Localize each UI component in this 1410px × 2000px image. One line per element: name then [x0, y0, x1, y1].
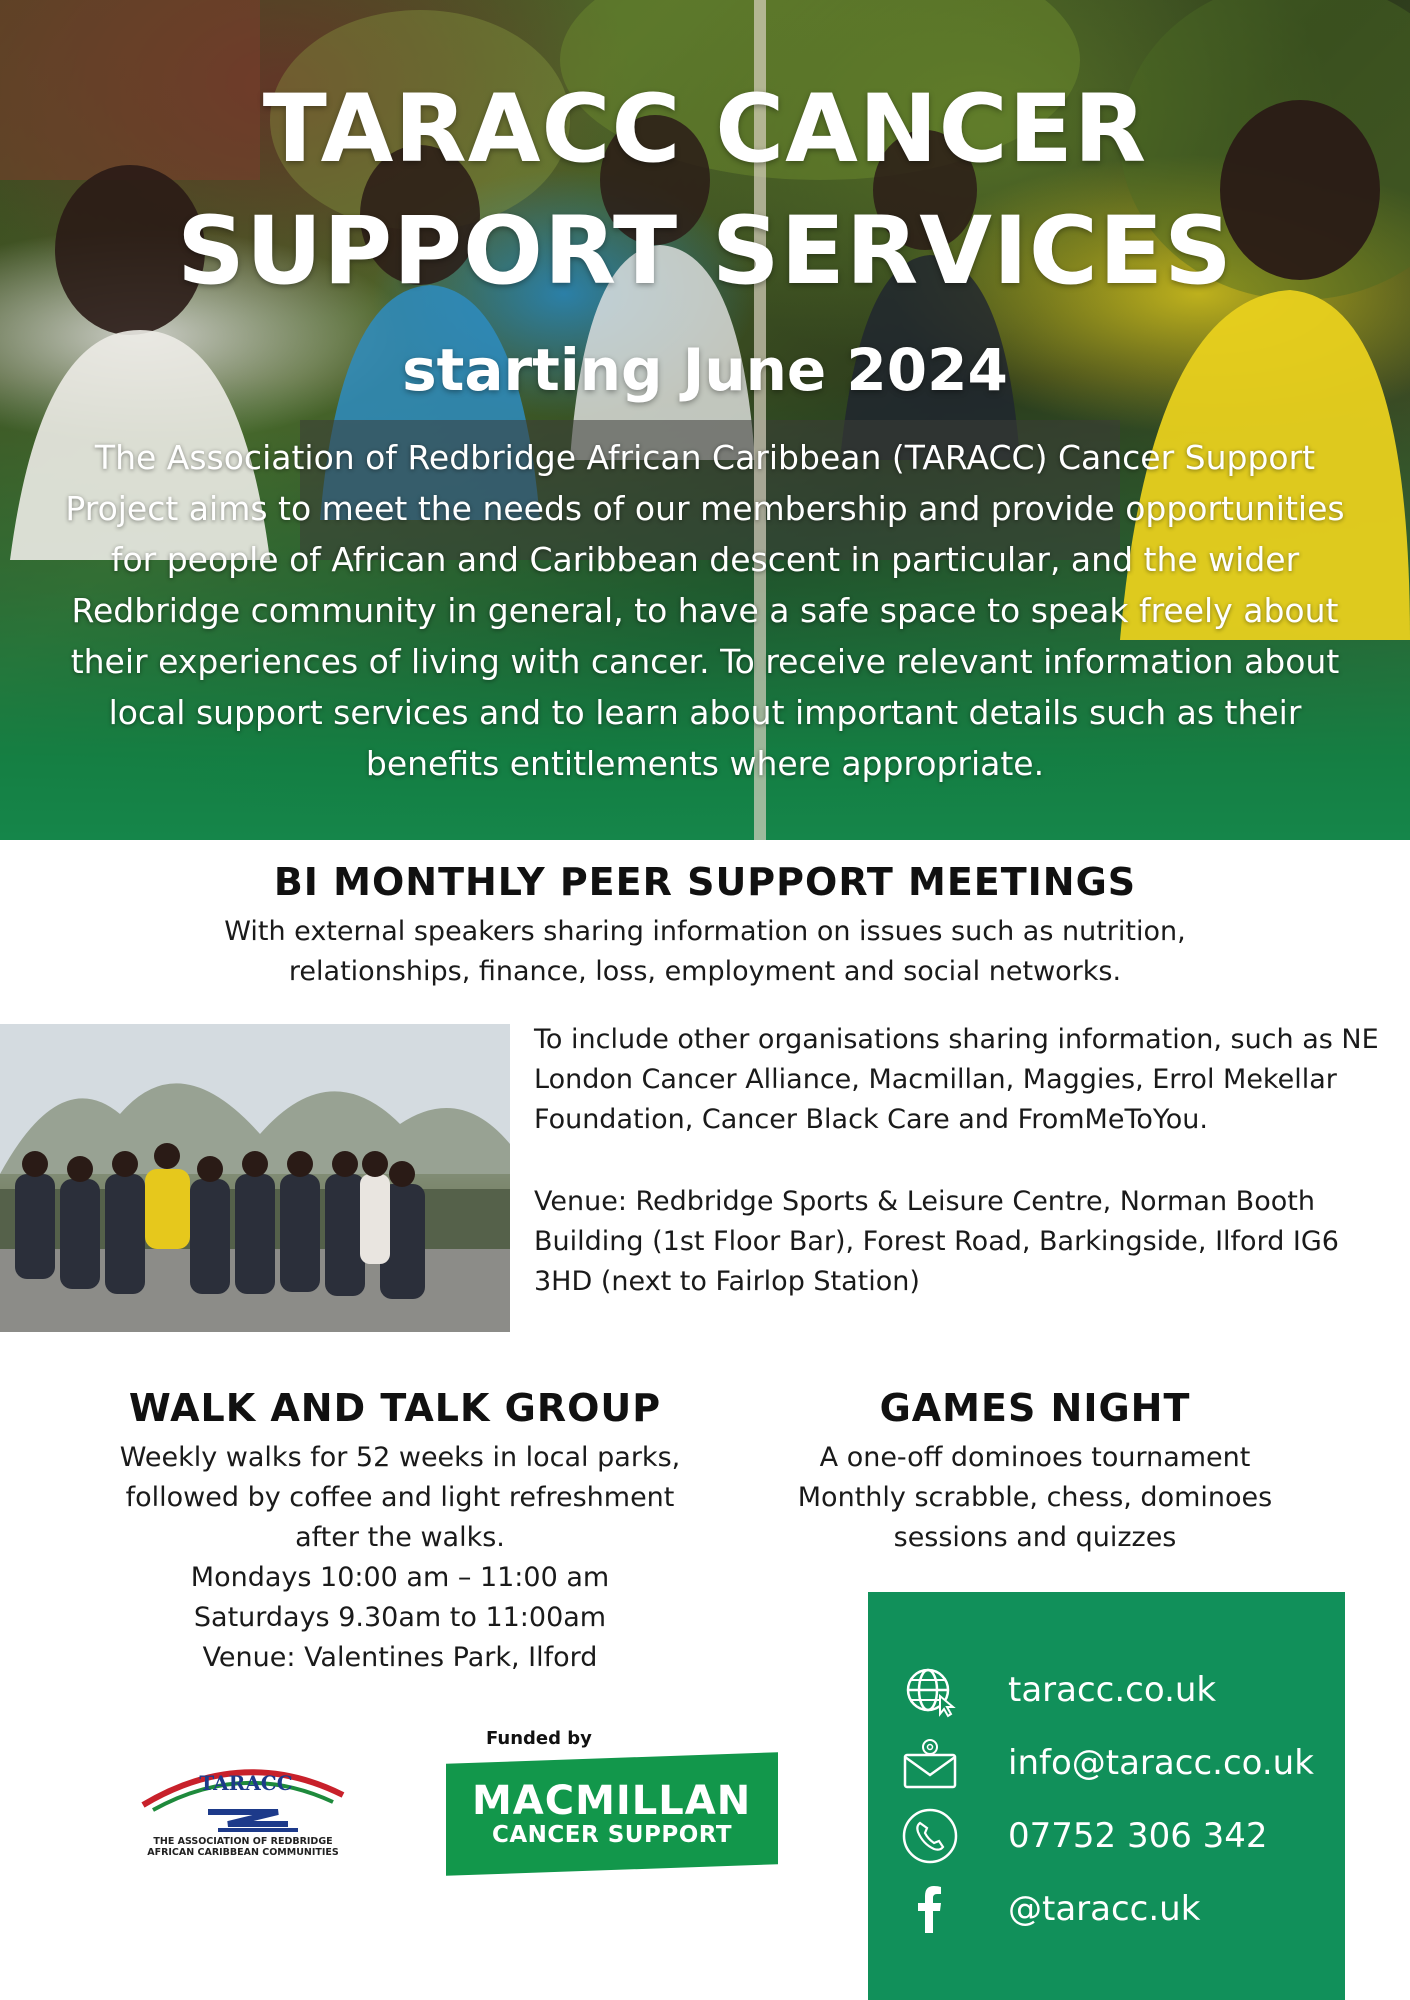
contact-website-row[interactable] — [868, 1662, 1345, 1718]
taracc-logo-caption — [128, 1836, 358, 1858]
contact-social[interactable]: @taracc.uk — [1008, 1889, 1201, 1929]
games-night-line: sessions and quizzes — [893, 1522, 1177, 1553]
facebook-icon — [902, 1881, 958, 1937]
walk-talk-line: Saturdays 9.30am to 11:00am — [193, 1602, 607, 1633]
walk-talk-line: Venue: Valentines Park, Ilford — [202, 1642, 598, 1673]
taracc-wordmark: TARACC — [199, 1771, 293, 1795]
walking-group-photo — [0, 1024, 510, 1332]
globe-icon — [902, 1662, 958, 1718]
taracc-logo-mark — [128, 1750, 358, 1840]
funded-by-label: Funded by — [486, 1728, 592, 1749]
peer-support-organisations: To include other organisations sharing information, such as NE London Cancer Alliance, Macmillan, Maggies, Errol Mekellar Foundation, Cancer Black Care and FromMeToYou. — [534, 1024, 1379, 1135]
peer-support-heading: BI MONTHLY PEER SUPPORT MEETINGS — [273, 860, 1137, 904]
games-night-line: Monthly scrabble, chess, dominoes — [797, 1482, 1273, 1513]
hero-banner — [0, 0, 1410, 840]
walk-talk-line: followed by coffee and light refreshment — [125, 1482, 675, 1513]
walk-talk-line: Weekly walks for 52 weeks in local parks, — [119, 1442, 681, 1473]
group-photo-illustration — [0, 1024, 510, 1332]
contact-phone[interactable]: 07752 306 342 — [1008, 1816, 1268, 1856]
walk-talk-line: after the walks. — [295, 1522, 505, 1553]
page-title-line-1: TARACC CANCER — [262, 75, 1148, 184]
taracc-logo — [128, 1750, 358, 1880]
macmillan-wordmark: MACMILLAN — [472, 1778, 752, 1824]
taracc-caption-line: THE ASSOCIATION OF REDBRIDGE — [153, 1836, 333, 1847]
contact-website[interactable]: taracc.co.uk — [1008, 1670, 1217, 1710]
contact-email-row[interactable] — [868, 1735, 1345, 1791]
macmillan-logo — [446, 1752, 778, 1876]
email-icon — [902, 1735, 958, 1791]
intro-paragraph: The Association of Redbridge African Caribbean (TARACC) Cancer Support Project aims to meet the needs of our membership and provide opportunities for people of African and Caribbean descent in particular, and the wider Redbridge community in general, to have a safe space to speak freely about their experiences of living with cancer. To receive relevant information about local support services and to learn about important details such as their benefits entitlements where appropriate. — [65, 438, 1345, 783]
page-title-line-2: SUPPORT SERVICES — [177, 197, 1233, 306]
contact-social-row[interactable] — [868, 1881, 1345, 1937]
games-night-details — [770, 1438, 1300, 1558]
contact-phone-row[interactable] — [868, 1808, 1345, 1864]
games-night-heading: GAMES NIGHT — [879, 1386, 1191, 1430]
taracc-caption-line: AFRICAN CARIBBEAN COMMUNITIES — [147, 1847, 339, 1858]
games-night-line: A one-off dominoes tournament — [819, 1442, 1251, 1473]
macmillan-tagline: CANCER SUPPORT — [491, 1822, 733, 1848]
walk-talk-heading: WALK AND TALK GROUP — [128, 1386, 662, 1430]
contact-email[interactable]: info@taracc.co.uk — [1008, 1743, 1314, 1783]
contact-panel — [868, 1592, 1345, 2000]
peer-support-description: With external speakers sharing information on issues such as nutrition, relationships, finance, loss, employment and social networks. — [224, 916, 1186, 987]
walk-talk-line: Mondays 10:00 am – 11:00 am — [190, 1562, 610, 1593]
walk-talk-details — [80, 1438, 720, 1678]
phone-icon — [902, 1808, 958, 1864]
page-subtitle: starting June 2024 — [402, 336, 1008, 404]
peer-support-venue: Venue: Redbridge Sports & Leisure Centre, Norman Booth Building (1st Floor Bar), Forest Road, Barkingside, Ilford IG6 3HD (next to Fairlop Station) — [534, 1186, 1339, 1297]
